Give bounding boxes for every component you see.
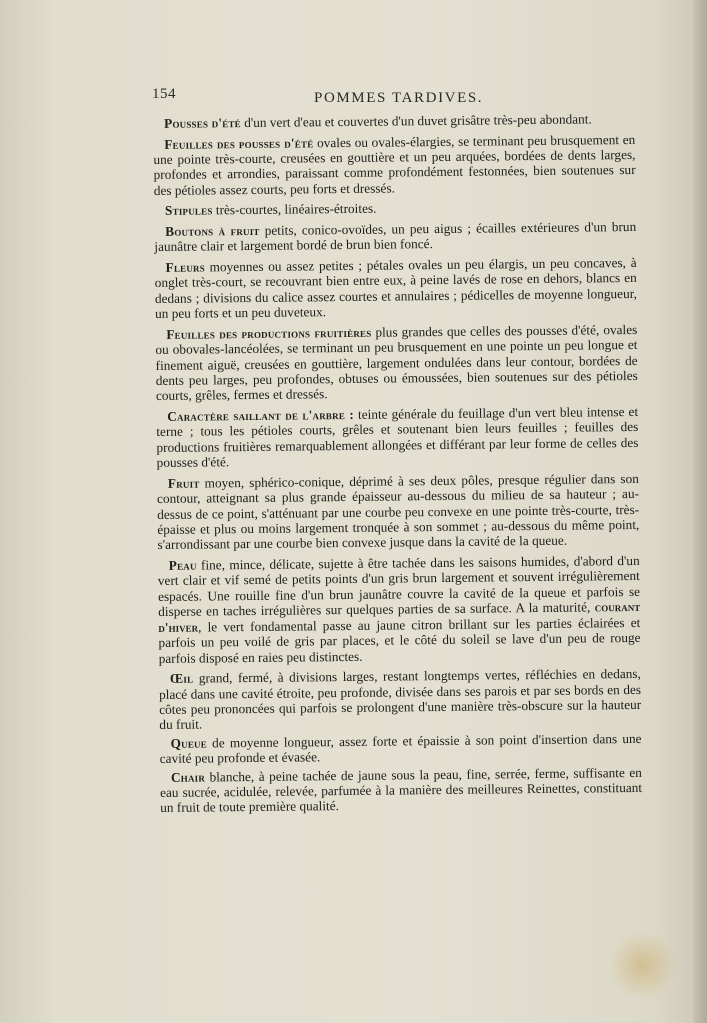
term-caractere: Caractère saillant de l'arbre : xyxy=(167,406,354,424)
text-oeil: grand, fermé, à divisions larges, restant longtemps vertes, réfléchies en dedans, placé dans une cavité étroite, peu profonde, divisée dans ses parois et par ses bords en des côtes peu prononcées qui parfois se prolongent d'une manière très-obscure sur la hauteur du fruit. xyxy=(158,666,642,733)
paragraph-feuilles-pousses xyxy=(153,132,636,199)
book-spine-shadow xyxy=(693,0,707,1023)
text-feuilles-productions: plus grandes que celles des pousses d'été, ovales ou obovales-lancéolées, se terminant un peu brusquement en une pointe un peu longue et finement aiguë, creusées en gouttière, largement ondulées dans leur contour, bordées de dents peu larges, peu profondes, obtuses ou émoussées, bien soutenues sur des pétioles courts, grêles, fermes et dressés. xyxy=(155,321,638,404)
text-peau-before: fine, mince, délicate, sujette à être tachée dans les saisons humides, d'abord d'un vert clair et vif semé de petits points d'un gris brun largement et souvent irrégulièrement espacés. Une rouille fine d'un brun jaunâtre couvre la cavité de la queue et parfois se disperse en taches irrégulières sur quelques parties de sa surface. A la maturité, xyxy=(157,552,641,620)
term-queue: Queue xyxy=(170,735,208,751)
text-boutons: petits, conico-ovoïdes, un peu aigus ; écailles extérieures d'un brun jaunâtre clair et largement bordé de brun bien foncé. xyxy=(154,218,637,255)
paragraph-boutons xyxy=(154,219,636,255)
paper-stain xyxy=(611,927,681,997)
text-feuilles-pousses: ovales ou ovales-élargies, se terminant peu brusquement en une pointe très-courte, creusées en gouttière et un peu arquées, bordées de dents larges, profondes et arrondies, paraissant comme profondément festonnées, bien soutenues sur des pétioles assez courts, peu forts et dressés. xyxy=(153,131,636,198)
text-chair: blanche, à peine tachée de jaune sous la peau, fine, serrée, ferme, suffisante en eau sucrée, acidulée, relevée, parfumée à la manière des meilleures Reinettes, constituant un fruit de toute première qualité. xyxy=(160,764,643,816)
text-pousses: d'un vert d'eau et couvertes d'un duvet grisâtre très-peu abondant. xyxy=(240,111,592,131)
term-stipules: Stipules xyxy=(164,202,213,219)
page-header xyxy=(152,86,642,110)
paragraph-pousses xyxy=(153,111,635,131)
term-pousses: Pousses d'été xyxy=(163,115,241,131)
text-fruit: moyen, sphérico-conique, déprimé à ses deux pôles, presque régulier dans son contour, atteignant sa plus grande épaisseur au-dessous du milieu de sa hauteur ; au-dessus de ce point, s'atténuant par une courbe peu convexe en une pointe très-courte, très-épaisse et plus ou moins largement tronquée à son sommet ; au-dessous du même point, s'arrondissant par une courbe bien convexe jusque dans la cavité de la queue. xyxy=(156,470,640,553)
term-boutons: Boutons à fruit xyxy=(165,222,260,239)
text-peau-after: , le vert fondamental passe au jaune citron brillant sur les parties éclairées et parfois un peu voilé de gris par places, et le côté du soleil se lave d'un peu de rouge parfois disposé en raies peu distinctes. xyxy=(158,614,641,666)
paragraph-chair xyxy=(160,764,642,815)
page-number: 154 xyxy=(152,86,176,102)
paragraph-oeil xyxy=(159,666,642,733)
emph-courant-hiver: courant d'hiver xyxy=(158,599,641,635)
paragraph-caractere xyxy=(156,404,639,471)
term-feuilles-productions: Feuilles des productions fruitières xyxy=(166,324,372,342)
text-caractere: teinte générale du feuillage d'un vert bleu intense et terne ; tous les pétioles courts, grêles et soutenant bien leurs feuilles ; feuilles des productions fruitières remarquablement allongées et différant par leur forme de celles des pousses d'été. xyxy=(156,403,639,471)
text-fleurs: moyennes ou assez petites ; pétales ovales un peu élargis, un peu concaves, à onglet très-court, se recouvrant bien entre eux, à peine lavés de rose en dehors, blancs en dedans ; divisions du calice assez courtes et annulaires ; pédicelles de moyenne longueur, un peu forts et un peu duveteux. xyxy=(154,254,637,322)
body-text xyxy=(153,111,642,819)
paragraph-fruit xyxy=(157,471,640,553)
running-title: POMMES TARDIVES. xyxy=(314,90,484,106)
term-chair: Chair xyxy=(170,769,206,785)
term-feuilles-pousses: Feuilles des pousses d'été xyxy=(164,134,314,152)
term-oeil: Œil xyxy=(169,670,194,686)
text-queue: de moyenne longueur, assez forte et épaissie à son point d'insertion dans une cavité peu profonde et évasée. xyxy=(159,730,642,767)
paragraph-stipules xyxy=(154,198,636,218)
term-peau: Peau xyxy=(168,557,197,573)
paragraph-queue xyxy=(159,731,641,767)
paragraph-peau xyxy=(158,553,641,666)
paragraph-fleurs xyxy=(155,255,638,322)
term-fruit: Fruit xyxy=(167,475,200,491)
paragraph-feuilles-productions xyxy=(155,322,638,404)
text-stipules: très-courtes, linéaires-étroites. xyxy=(212,201,377,218)
term-fleurs: Fleurs xyxy=(165,259,206,275)
